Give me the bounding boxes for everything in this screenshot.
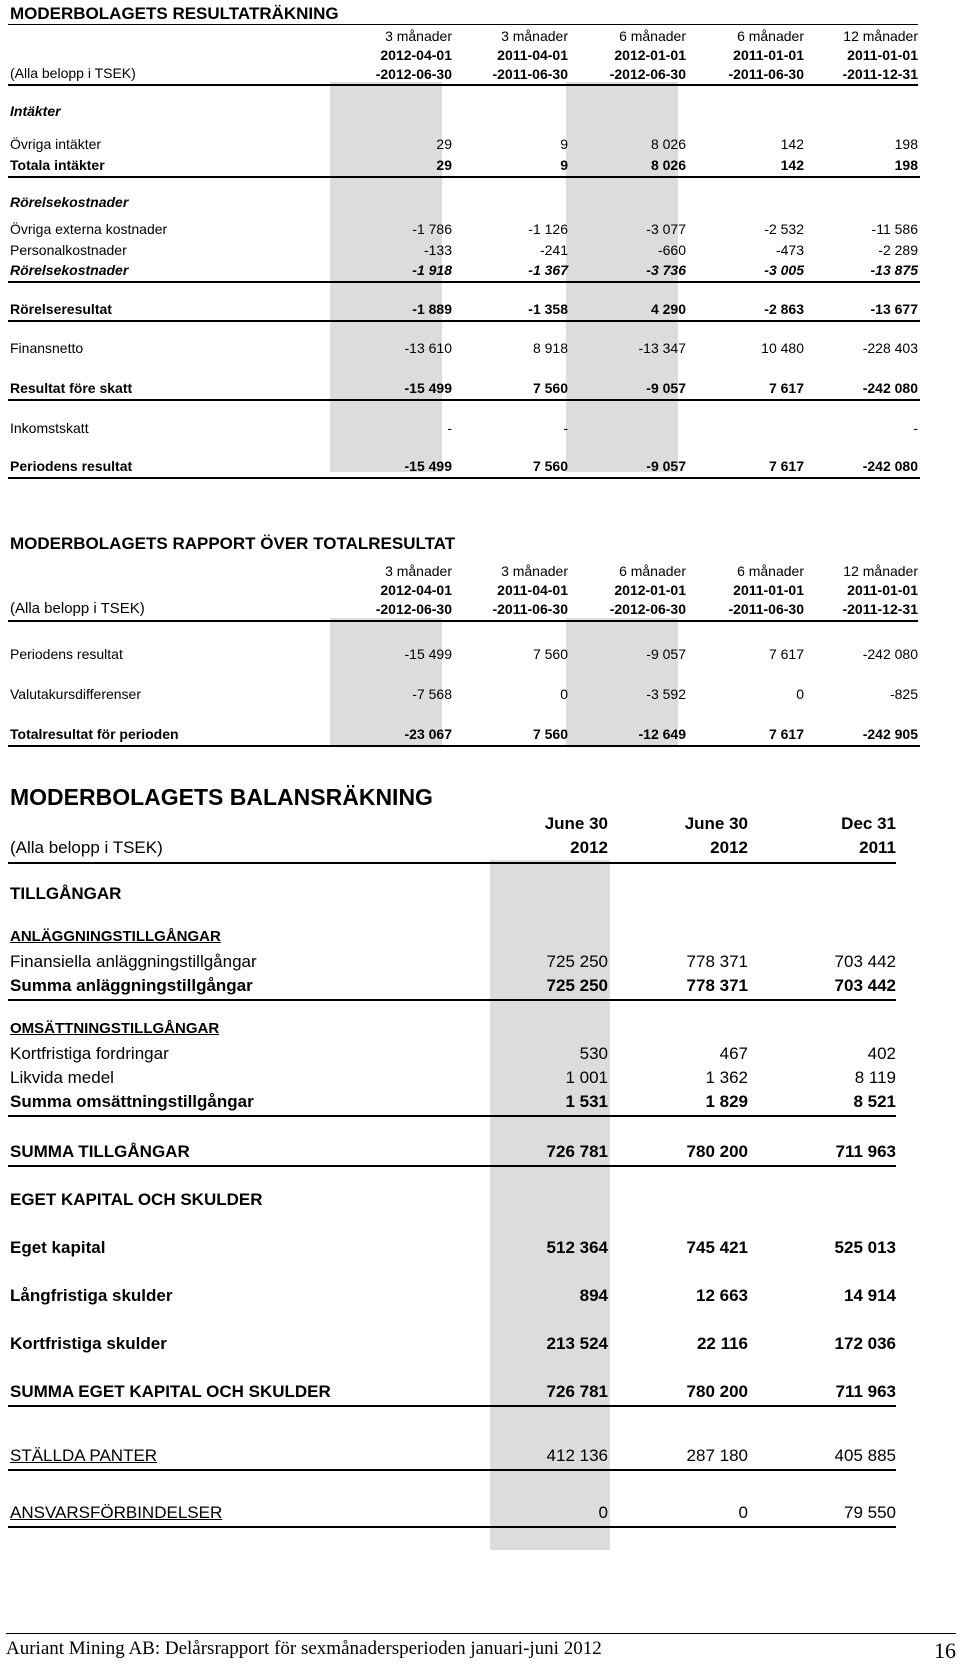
- row-value: -825: [889, 686, 918, 702]
- row-value: 725 250: [546, 976, 608, 995]
- row-label: Periodens resultat: [10, 646, 123, 662]
- table-row: [10, 1142, 898, 1166]
- row-value: -: [913, 420, 918, 436]
- row-value: 402: [867, 1044, 896, 1063]
- row-value: 726 781: [546, 1382, 608, 1401]
- column-header-cell: 12 månader: [843, 28, 918, 44]
- income-title-rule: [8, 24, 918, 25]
- table-row: [10, 420, 920, 440]
- column-header-cell: -2011-06-30: [492, 66, 568, 82]
- row-value: -15 499: [404, 380, 452, 396]
- page-footer: [6, 1633, 956, 1663]
- row-value: 7 617: [768, 726, 804, 742]
- row-value: -241: [539, 242, 568, 258]
- row-value: -9 057: [646, 458, 686, 474]
- row-value: 14 914: [844, 1286, 896, 1305]
- row-label: Kortfristiga skulder: [10, 1334, 167, 1353]
- column-header-cell: 2011-01-01: [733, 582, 804, 598]
- row-label: Personalkostnader: [10, 242, 127, 258]
- row-value: 198: [894, 157, 918, 173]
- row-value: 8 026: [650, 136, 686, 152]
- row-value: -23 067: [404, 726, 452, 742]
- row-value: -1 889: [412, 301, 452, 317]
- row-rule: [8, 1526, 896, 1528]
- column-header-cell: 3 månader: [501, 563, 568, 579]
- row-rule: [8, 399, 920, 401]
- column-header-cell: 2011-04-01: [497, 47, 568, 63]
- column-header-cell: June 30: [684, 814, 748, 833]
- row-value: 0: [560, 686, 568, 702]
- table-row: [10, 136, 920, 156]
- comprehensive-unit-label: (Alla belopp i TSEK): [10, 600, 145, 617]
- column-header-cell: 12 månader: [843, 563, 918, 579]
- row-value: -133: [423, 242, 452, 258]
- row-value: -2 289: [878, 242, 918, 258]
- column-header-cell: 6 månader: [619, 28, 686, 44]
- row-rule: [8, 1165, 896, 1167]
- row-value: -1 358: [528, 301, 568, 317]
- row-value: 22 116: [696, 1334, 748, 1353]
- row-value: -: [447, 420, 452, 436]
- table-row: [10, 340, 920, 360]
- table-row: [10, 952, 898, 976]
- row-value: -15 499: [404, 646, 452, 662]
- row-value: 29: [436, 157, 452, 173]
- row-label: Totalresultat för perioden: [10, 726, 179, 742]
- row-rule: [8, 320, 920, 322]
- comprehensive-title: MODERBOLAGETS RAPPORT ÖVER TOTALRESULTAT: [10, 534, 456, 553]
- row-value: -12 649: [638, 726, 686, 742]
- row-value: -13 347: [638, 340, 686, 356]
- row-value: 9: [560, 157, 568, 173]
- row-value: 8 119: [854, 1068, 896, 1087]
- column-header-cell: 6 månader: [737, 28, 804, 44]
- row-rule: [8, 176, 920, 178]
- row-label: Valutakursdifferenser: [10, 686, 141, 702]
- table-row: [10, 1334, 898, 1358]
- comprehensive-header-rule: [8, 620, 918, 622]
- row-value: -2 863: [764, 301, 804, 317]
- row-value: 0: [796, 686, 804, 702]
- row-value: 725 250: [546, 952, 608, 971]
- table-row: [10, 686, 920, 706]
- balance-title: MODERBOLAGETS BALANSRÄKNING: [10, 784, 433, 810]
- row-value: 7 560: [532, 458, 568, 474]
- row-label: Summa anläggningstillgångar: [10, 976, 253, 995]
- row-value: -1 786: [412, 221, 452, 237]
- row-value: 7 617: [768, 458, 804, 474]
- row-value: 1 362: [705, 1068, 748, 1087]
- table-row: [10, 1446, 898, 1470]
- row-label: Intäkter: [10, 103, 61, 119]
- row-value: -9 057: [646, 380, 686, 396]
- column-header-cell: 3 månader: [501, 28, 568, 44]
- table-row: [10, 1190, 898, 1214]
- row-value: 1 829: [705, 1092, 748, 1111]
- row-value: 703 442: [834, 952, 896, 971]
- row-value: -3 005: [764, 262, 804, 278]
- row-value: 780 200: [686, 1142, 748, 1161]
- column-header-cell: 2012-01-01: [614, 47, 686, 63]
- row-value: 198: [894, 136, 918, 152]
- table-row: [10, 1382, 898, 1406]
- row-value: 172 036: [834, 1334, 896, 1353]
- row-value: 7 560: [532, 646, 568, 662]
- row-value: 894: [579, 1286, 608, 1305]
- row-label: ANSVARSFÖRBINDELSER: [10, 1503, 223, 1522]
- row-value: -242 080: [862, 380, 918, 396]
- row-value: -3 736: [646, 262, 686, 278]
- balance-unit-label: (Alla belopp i TSEK): [10, 838, 163, 857]
- row-value: 10 480: [761, 340, 804, 356]
- table-row: [10, 1092, 898, 1116]
- row-value: 142: [780, 136, 804, 152]
- row-value: 711 963: [835, 1382, 896, 1401]
- row-value: 7 617: [768, 380, 804, 396]
- row-value: -3 077: [646, 221, 686, 237]
- row-rule: [8, 1115, 896, 1117]
- row-value: -3 592: [646, 686, 686, 702]
- row-value: -: [563, 420, 568, 436]
- row-label: Finansnetto: [10, 340, 84, 356]
- income-title: MODERBOLAGETS RESULTATRÄKNING: [10, 4, 339, 23]
- row-label: Kortfristiga fordringar: [10, 1044, 169, 1063]
- column-header-cell: 2012-01-01: [614, 582, 686, 598]
- row-value: -1 126: [528, 221, 568, 237]
- table-row: [10, 157, 920, 177]
- row-value: 287 180: [686, 1446, 748, 1465]
- column-header-cell: -2011-12-31: [842, 66, 918, 82]
- row-value: 8 521: [853, 1092, 896, 1111]
- table-row: [10, 103, 920, 123]
- row-value: 79 550: [844, 1503, 896, 1522]
- row-value: -11 586: [871, 221, 918, 237]
- row-value: 29: [436, 136, 452, 152]
- row-value: 0: [598, 1503, 608, 1522]
- column-header-cell: 2011-01-01: [847, 47, 918, 63]
- column-header-cell: 3 månader: [385, 563, 452, 579]
- row-value: 8 026: [650, 157, 686, 173]
- row-label: Eget kapital: [10, 1238, 106, 1257]
- column-header-cell: 2011-04-01: [497, 582, 568, 598]
- row-value: 7 617: [768, 646, 804, 662]
- table-row: [10, 301, 920, 321]
- row-value: -7 568: [412, 686, 452, 702]
- row-label: ANLÄGGNINGSTILLGÅNGAR: [10, 928, 221, 945]
- table-row: [10, 1020, 898, 1044]
- row-label: Inkomstskatt: [10, 420, 89, 436]
- column-header-cell: -2011-06-30: [728, 66, 804, 82]
- row-label: Likvida medel: [10, 1068, 114, 1087]
- column-header-cell: -2012-06-30: [375, 601, 452, 617]
- row-label: Summa omsättningstillgångar: [10, 1092, 254, 1111]
- table-row: [10, 1044, 898, 1068]
- row-value: 711 963: [835, 1142, 896, 1161]
- column-header-cell: 2012: [570, 838, 608, 857]
- column-header-cell: 2011-01-01: [733, 47, 804, 63]
- column-header-cell: Dec 31: [841, 814, 896, 833]
- row-value: -242 905: [862, 726, 918, 742]
- column-header-cell: -2011-12-31: [842, 601, 918, 617]
- row-value: 405 885: [834, 1446, 896, 1465]
- column-header-cell: -2011-06-30: [492, 601, 568, 617]
- column-header-cell: 2012-04-01: [380, 47, 452, 63]
- row-value: 412 136: [546, 1446, 608, 1465]
- row-value: 512 364: [546, 1238, 608, 1257]
- row-value: 9: [560, 136, 568, 152]
- row-value: 12 663: [696, 1286, 748, 1305]
- row-label: Periodens resultat: [10, 458, 133, 474]
- column-header-cell: -2011-06-30: [728, 601, 804, 617]
- row-value: 778 371: [686, 976, 748, 995]
- row-label: Resultat före skatt: [10, 380, 133, 396]
- row-label: Övriga intäkter: [10, 136, 102, 152]
- table-row: [10, 884, 898, 908]
- row-label: OMSÄTTNINGSTILLGÅNGAR: [10, 1020, 220, 1037]
- table-row: [10, 646, 920, 666]
- column-header-cell: 2011-01-01: [847, 582, 918, 598]
- table-row: [10, 262, 920, 282]
- column-header-cell: 2012: [710, 838, 748, 857]
- row-value: -9 057: [646, 646, 686, 662]
- page-number: 16: [934, 1638, 956, 1663]
- row-value: 142: [780, 157, 804, 173]
- table-row: [10, 1503, 898, 1527]
- row-label: Finansiella anläggningstillgångar: [10, 952, 257, 971]
- table-row: [10, 242, 920, 262]
- footer-text: Auriant Mining AB: Delårsrapport för sexmånadersperioden januari-juni 2012: [6, 1638, 602, 1659]
- row-label: Rörelsekostnader: [10, 194, 129, 210]
- row-label: SUMMA TILLGÅNGAR: [10, 1142, 190, 1161]
- row-value: 778 371: [686, 952, 748, 971]
- row-label: EGET KAPITAL OCH SKULDER: [10, 1190, 263, 1209]
- row-value: 8 918: [532, 340, 568, 356]
- row-value: -1 367: [528, 262, 568, 278]
- table-row: [10, 221, 920, 241]
- column-header-cell: 3 månader: [385, 28, 452, 44]
- income-unit-label: (Alla belopp i TSEK): [10, 65, 136, 81]
- row-value: 0: [738, 1503, 748, 1522]
- row-label: Övriga externa kostnader: [10, 221, 168, 237]
- column-header-cell: -2012-06-30: [375, 66, 452, 82]
- row-value: -13 610: [404, 340, 452, 356]
- row-value: -2 532: [764, 221, 804, 237]
- row-label: TILLGÅNGAR: [10, 884, 122, 903]
- column-header-cell: 6 månader: [737, 563, 804, 579]
- row-value: -1 918: [412, 262, 452, 278]
- row-value: 726 781: [546, 1142, 608, 1161]
- row-rule: [8, 1405, 896, 1407]
- table-row: [10, 1068, 898, 1092]
- row-value: 745 421: [686, 1238, 748, 1257]
- column-header-cell: -2012-06-30: [609, 601, 686, 617]
- balance-header-rule: [8, 862, 896, 864]
- row-value: -242 080: [862, 458, 918, 474]
- row-value: -15 499: [404, 458, 452, 474]
- row-value: 1 001: [565, 1068, 608, 1087]
- row-label: Långfristiga skulder: [10, 1286, 173, 1305]
- row-value: -660: [657, 242, 686, 258]
- row-value: 525 013: [834, 1238, 896, 1257]
- column-header-cell: -2012-06-30: [609, 66, 686, 82]
- column-header-cell: 2012-04-01: [380, 582, 452, 598]
- table-row: [10, 726, 920, 746]
- row-rule: [8, 1469, 896, 1471]
- row-label: Rörelseresultat: [10, 301, 112, 317]
- row-value: 703 442: [834, 976, 896, 995]
- row-value: -473: [775, 242, 804, 258]
- column-header-cell: June 30: [544, 814, 608, 833]
- table-row: [10, 458, 920, 478]
- row-value: 4 290: [650, 301, 686, 317]
- row-rule: [8, 477, 920, 479]
- row-rule: [8, 281, 920, 283]
- row-value: -13 875: [870, 262, 918, 278]
- row-value: -228 403: [862, 340, 918, 356]
- row-value: -13 677: [870, 301, 918, 317]
- table-row: [10, 380, 920, 400]
- row-value: 213 524: [546, 1334, 608, 1353]
- row-value: 1 531: [565, 1092, 608, 1111]
- table-row: [10, 928, 898, 952]
- table-row: [10, 1286, 898, 1310]
- row-label: STÄLLDA PANTER: [10, 1446, 158, 1465]
- income-header-rule: [8, 84, 918, 86]
- table-row: [10, 1238, 898, 1262]
- table-row: [10, 194, 920, 214]
- row-value: 530: [579, 1044, 608, 1063]
- row-value: 467: [719, 1044, 748, 1063]
- row-label: Totala intäkter: [10, 157, 105, 173]
- row-value: 7 560: [532, 726, 568, 742]
- row-label: SUMMA EGET KAPITAL OCH SKULDER: [10, 1382, 331, 1401]
- column-header-cell: 2011: [859, 838, 896, 857]
- row-value: -242 080: [862, 646, 918, 662]
- row-value: 7 560: [532, 380, 568, 396]
- row-label: Rörelsekostnader: [10, 262, 129, 278]
- column-header-cell: 6 månader: [619, 563, 686, 579]
- row-rule: [8, 999, 896, 1001]
- table-row: [10, 976, 898, 1000]
- row-rule: [8, 745, 920, 747]
- row-value: 780 200: [686, 1382, 748, 1401]
